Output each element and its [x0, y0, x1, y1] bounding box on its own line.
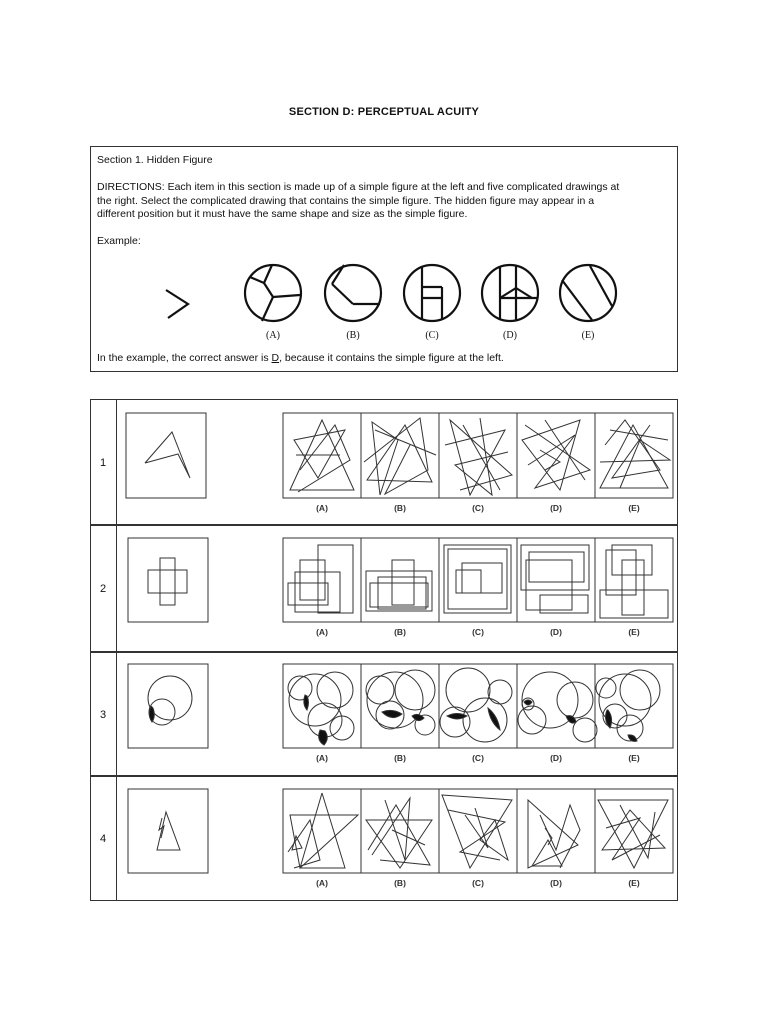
- simple-figure-4: [157, 812, 180, 850]
- option-label: (B): [394, 627, 406, 637]
- option-label: (A): [316, 753, 328, 763]
- item-2-option-e: [600, 545, 668, 618]
- item-2-option-b: [366, 560, 432, 611]
- directions-line-1: DIRECTIONS: Each item in this section is made up of a simple figure at the left and five complicated drawings at: [97, 181, 620, 193]
- option-label: (E): [628, 878, 640, 888]
- item-1-option-e: [600, 420, 670, 488]
- item-2-option-c: [444, 545, 511, 613]
- item-3-option-e: [596, 670, 660, 741]
- option-label: (D): [550, 627, 562, 637]
- option-label: (C): [472, 753, 484, 763]
- option-label: (B): [394, 753, 406, 763]
- simple-figure-frame-1: [126, 413, 206, 498]
- example-label-d: (D): [503, 330, 517, 341]
- option-label: (B): [394, 878, 406, 888]
- intro-heading: Section 1. Hidden Figure: [97, 154, 213, 166]
- answer-suffix: , because it contains the simple figure at the left.: [279, 352, 504, 364]
- item-4-option-b: [366, 798, 432, 868]
- option-label: (D): [550, 753, 562, 763]
- item-2-option-a: [288, 545, 353, 613]
- item-3-option-a: [288, 672, 354, 745]
- option-label: (A): [316, 503, 328, 513]
- option-label: (E): [628, 753, 640, 763]
- option-label: (C): [472, 878, 484, 888]
- option-label: (A): [316, 627, 328, 637]
- item-3-option-b: [366, 670, 435, 735]
- item-1-option-d: [522, 420, 590, 490]
- option-label: (B): [394, 503, 406, 513]
- item-3-option-c: [440, 668, 512, 742]
- item-number-3: 3: [99, 709, 107, 721]
- item-number-2: 2: [99, 583, 107, 595]
- answer-prefix: In the example, the correct answer is: [97, 352, 272, 364]
- item-1-option-a: [290, 420, 354, 492]
- item-4-option-e: [598, 800, 668, 868]
- example-label-b: (B): [346, 330, 360, 341]
- item-1-option-c: [445, 418, 512, 495]
- directions-line-2: the right. Select the complicated drawing that contains the simple figure. The hidden figure may appear in a: [97, 194, 595, 207]
- example-label-c: (C): [425, 330, 439, 341]
- simple-figure-2: [148, 558, 187, 605]
- simple-figure-3: [148, 676, 192, 725]
- directions-line-3: different position but it must have the same shape and size as the simple figure.: [97, 208, 468, 220]
- answer-letter: D: [271, 352, 280, 364]
- option-label: (E): [628, 627, 640, 637]
- item-1-option-b: [364, 418, 436, 495]
- item-number-4: 4: [99, 833, 107, 845]
- option-label: (C): [472, 627, 484, 637]
- item-3-option-d: [518, 672, 597, 742]
- simple-figure-1: [145, 432, 190, 478]
- item-4-option-d: [528, 800, 580, 868]
- option-label: (D): [550, 878, 562, 888]
- option-label: (D): [550, 503, 562, 513]
- simple-figure-frame-3: [128, 664, 208, 748]
- example-label-a: (A): [266, 330, 280, 341]
- option-label: (A): [316, 878, 328, 888]
- item-4-option-c: [442, 795, 512, 868]
- item-2-option-d: [521, 545, 589, 613]
- simple-figure-frame-4: [128, 789, 208, 873]
- option-label: (C): [472, 503, 484, 513]
- example-label-e: (E): [581, 330, 595, 341]
- example-label: Example:: [97, 235, 141, 247]
- simple-figure-frame-2: [128, 538, 208, 622]
- section-title: SECTION D: PERCEPTUAL ACUITY: [288, 106, 480, 118]
- option-label: (E): [628, 503, 640, 513]
- item-4-option-a: [288, 793, 358, 868]
- item-number-1: 1: [99, 457, 107, 469]
